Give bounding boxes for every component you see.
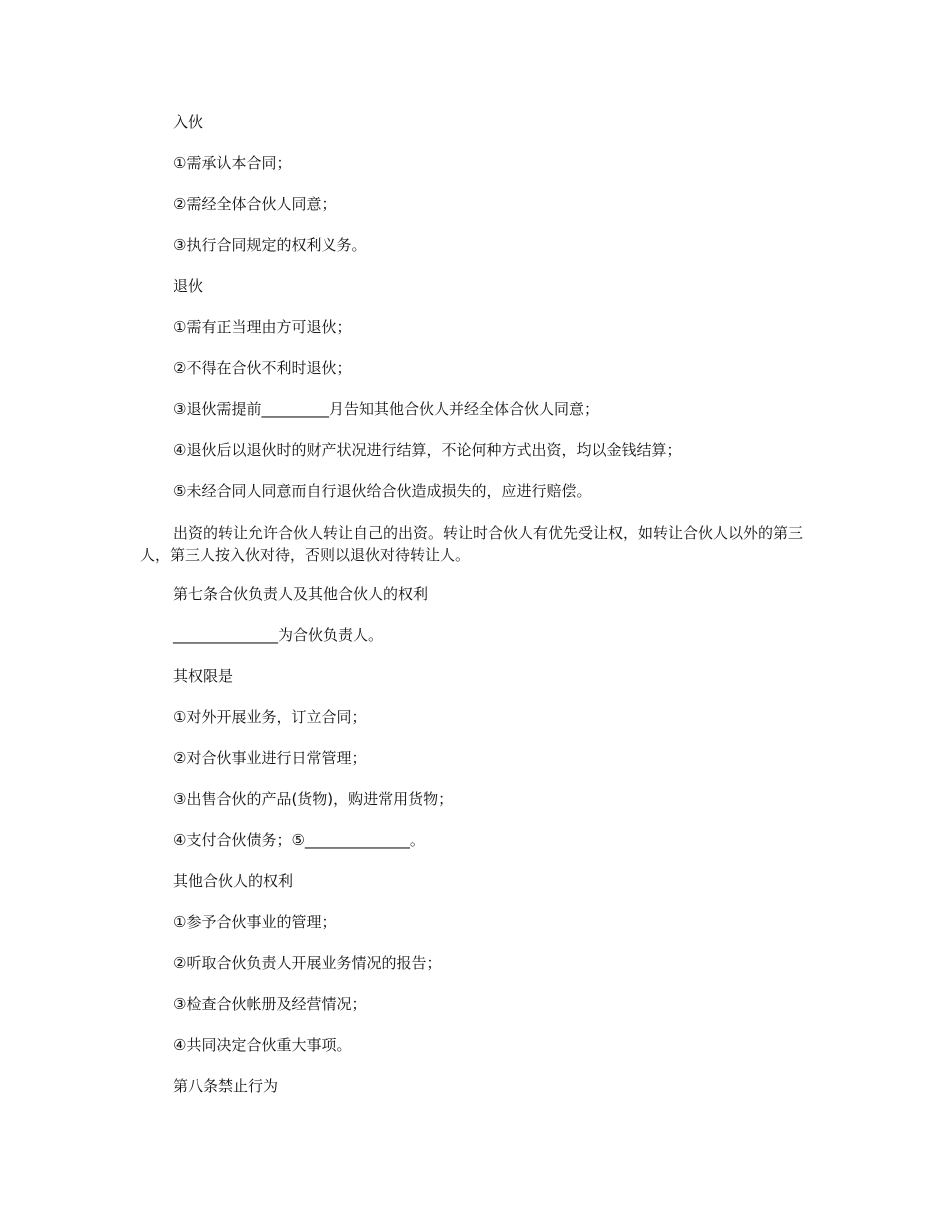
list-item: ①参予合伙事业的管理；	[173, 913, 337, 931]
list-item: ④共同决定合伙重大事项。	[173, 1036, 352, 1054]
list-item: ③出售合伙的产品(货物)，购进常用货物；	[173, 790, 454, 808]
section-heading-join: 入伙	[173, 113, 204, 131]
list-item: ⑤未经合同人同意而自行退伙给合伙造成损失的，应进行赔偿。	[173, 482, 592, 500]
section-heading-withdraw: 退伙	[173, 277, 204, 295]
list-item: ④退伙后以退伙时的财产状况进行结算，不论何种方式出资，均以金钱结算；	[173, 441, 682, 459]
section-heading-other-rights: 其他合伙人的权利	[173, 872, 294, 890]
list-item: ①需有正当理由方可退伙；	[173, 318, 352, 336]
list-item: ②需经全体合伙人同意；	[173, 195, 337, 213]
article-heading-7: 第七条合伙负责人及其他合伙人的权利	[173, 585, 429, 603]
list-item: ③退伙需提前_________月告知其他合伙人并经全体合伙人同意；	[173, 400, 599, 418]
list-item: ①对外开展业务，订立合同；	[173, 708, 367, 726]
paragraph-capital-transfer: 出资的转让允许合伙人转让自己的出资。转让时合伙人有优先受让权，如转让合伙人以外的第三人，第三人按入伙对待，否则以退伙对待转让人。	[140, 524, 804, 564]
list-item: ③执行合同规定的权利义务。	[173, 236, 367, 254]
list-item: ②听取合伙负责人开展业务情况的报告；	[173, 954, 442, 972]
list-item: ②对合伙事业进行日常管理；	[173, 749, 367, 767]
list-item: ①需承认本合同；	[173, 154, 292, 172]
list-item: ②不得在合伙不利时退伙；	[173, 359, 352, 377]
section-heading-authority: 其权限是	[173, 667, 234, 685]
document-body	[140, 112, 820, 1117]
paragraph-responsible-person: ______________为合伙负责人。	[173, 626, 384, 644]
article-heading-8: 第八条禁止行为	[173, 1077, 279, 1095]
list-item: ④支付合伙债务；⑤______________。	[173, 831, 425, 849]
list-item: ③检查合伙帐册及经营情况；	[173, 995, 367, 1013]
